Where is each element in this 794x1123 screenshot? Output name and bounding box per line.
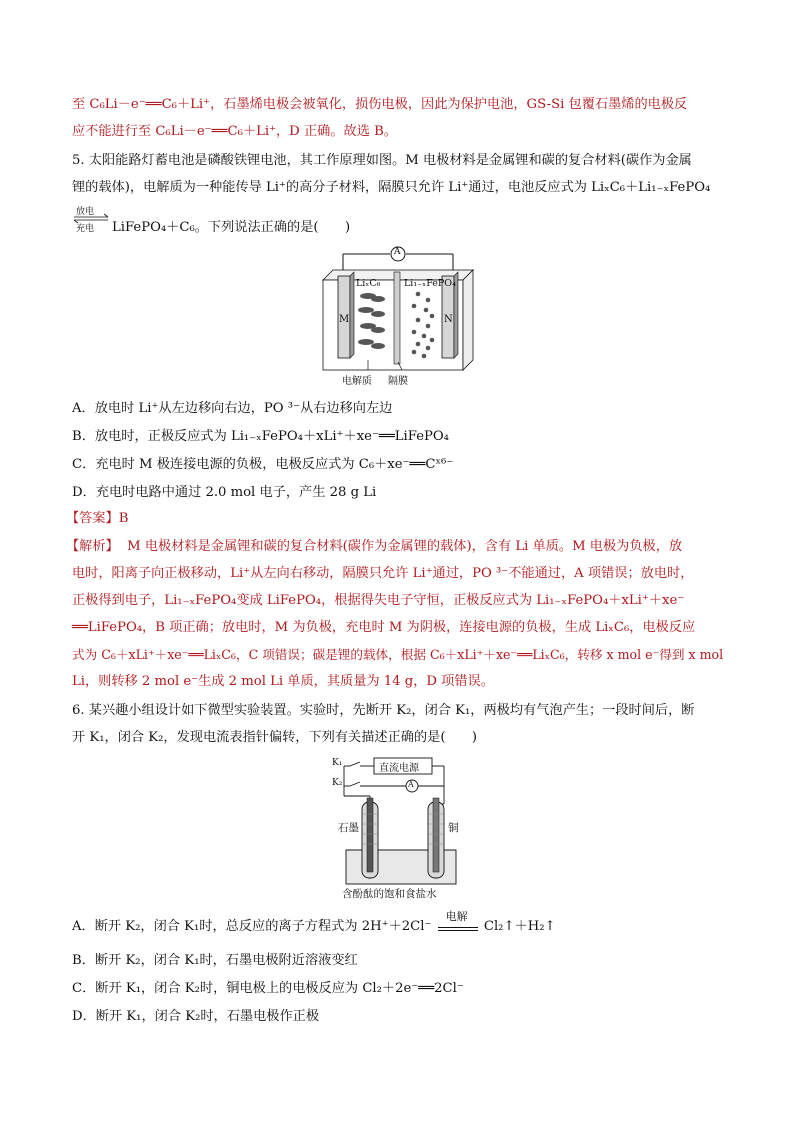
q5-arrow-charge-label: 充电 <box>76 224 95 234</box>
q6-stem-line-2: 开 K₁，闭合 K₂，发现电流表指针偏转，下列有关描述正确的是( ) <box>72 730 478 745</box>
q6-stem-line-1: 6. 某兴趣小组设计如下微型实验装置。实验时，先断开 K₂，闭合 K₁，两极均有气泡产生；一段时间后，断 <box>72 703 695 718</box>
q5-analysis-line-1 <box>66 538 682 556</box>
switch-k1-label: K₁ <box>332 758 343 768</box>
q6-electrolysis-diagram <box>332 754 472 904</box>
q5-analysis-line-4: ══LiFePO₄，B 项正确；放电时，M 为负极，充电时 M 为阴极，连接电源的负极，生成 LiₓC₆，电极反应 <box>72 620 696 635</box>
ammeter-symbol-label: A <box>394 247 401 257</box>
q5-stem-line-1: 5. 太阳能路灯蓄电池是磷酸铁锂电池，其工作原理如图。M 电极材料是金属锂和碳的复合材料(碳作为金属 <box>72 153 692 168</box>
q5-answer <box>66 510 128 528</box>
dc-power-label: 直流电源 <box>379 763 419 774</box>
q5-analysis-line-2: 电时，阳离子向正极移动，Li⁺从左向右移动，隔膜只允许 Li⁺通过，PO ³⁻不能通过，A 项错误；放电时， <box>72 566 694 581</box>
q5-option-b: B．放电时，正极反应式为 Li₁₋ₓFePO₄＋xLi⁺＋xe⁻══LiFePO₄ <box>72 429 449 444</box>
q6-option-a <box>72 910 556 936</box>
graphite-electrode-label: 石墨 <box>338 822 359 834</box>
electrode-n-label: N <box>444 314 453 325</box>
q5-analysis-line-5: 式为 C₆＋xLi⁺＋xe⁻══LiₓC₆，C 项错误；碳是锂的载体，根据 C₆＋xLi⁺＋xe⁻══LiₓC₆，转移 x mol e⁻得到 x mol <box>72 647 724 662</box>
electrolysis-condition: 电解 <box>445 910 468 923</box>
q6-option-b: B．断开 K₂，闭合 K₁时，石墨电极附近溶液变红 <box>72 953 358 968</box>
q5-analysis-line-3: 正极得到电子，Li₁₋ₓFePO₄变成 LiFePO₄，根据得失电子守恒，正极反应式为 Li₁₋ₓFePO₄＋xLi⁺＋xe⁻ <box>72 593 685 608</box>
prev-explanation-line-1: 至 C₆Li－e⁻══C₆＋Li⁺，石墨烯电极会被氧化，损伤电极，因此为保护电池，GS-Si 包覆石墨烯的电极反 <box>72 97 688 112</box>
analysis-text-1: M 电极材料是金属锂和碳的复合材料(碳作为金属锂的载体)，含有 Li 单质。M 电极为负极，放 <box>127 539 683 554</box>
q5-option-d: D．充电时电路中通过 2.0 mol 电子，产生 28 g Li <box>72 485 377 500</box>
analysis-label: 【解析】 <box>66 539 119 554</box>
left-compartment-label: LiₓC₆ <box>356 278 381 289</box>
answer-value: B <box>118 511 129 526</box>
q5-arrow-discharge-label: 放电 <box>76 207 95 217</box>
q5-option-c: C．充电时 M 极连接电源的负极，电极反应式为 C₆＋xe⁻══Cˣ⁶⁻ <box>72 457 454 472</box>
q5-option-a: A．放电时 Li⁺从左边移向右边，PO ³⁻从右边移向左边 <box>72 401 393 416</box>
q6-option-a-products: Cl₂↑＋H₂↑ <box>483 919 556 934</box>
ammeter-label: A <box>408 780 414 789</box>
q5-reaction-arrow <box>72 204 112 234</box>
switch-k2-label: K₂ <box>332 778 343 788</box>
q5-stem-line-3: LiFePO₄＋C₆。下列说法正确的是( ) <box>112 220 351 235</box>
right-compartment-label: Li₁₋ₓFePO₄ <box>404 278 456 289</box>
q5-battery-diagram <box>318 244 478 386</box>
prev-explanation-line-2: 应不能进行至 C₆Li－e⁻══C₆＋Li⁺，D 正确。故选 B。 <box>72 124 397 139</box>
separator-label: 隔膜 <box>388 376 408 387</box>
q6-option-d: D．断开 K₁，闭合 K₂时，石墨电极作正极 <box>72 1009 320 1024</box>
answer-label: 【答案】 <box>66 511 119 526</box>
electrolysis-arrow <box>436 910 480 936</box>
q5-stem-line-2: 锂的载体)，电解质为一种能传导 Li⁺的高分子材料，隔膜只允许 Li⁺通过，电池反应式为 LiₓC₆＋Li₁₋ₓFePO₄ <box>72 180 711 195</box>
solution-label: 含酚酞的饱和食盐水 <box>342 888 437 900</box>
q6-option-c: C．断开 K₁，闭合 K₂时，铜电极上的电极反应为 Cl₂＋2e⁻══2Cl⁻ <box>72 981 464 996</box>
q6-option-a-text: A．断开 K₂，闭合 K₁时，总反应的离子方程式为 2H⁺＋2Cl⁻ <box>72 919 432 934</box>
electrolyte-label: 电解质 <box>342 376 372 387</box>
electrode-m-label: M <box>339 314 350 325</box>
copper-electrode-label: 铜 <box>448 822 459 834</box>
q5-analysis-line-6: Li，则转移 2 mol e⁻生成 2 mol Li 单质，其质量为 14 g，D 项错误。 <box>72 674 494 689</box>
